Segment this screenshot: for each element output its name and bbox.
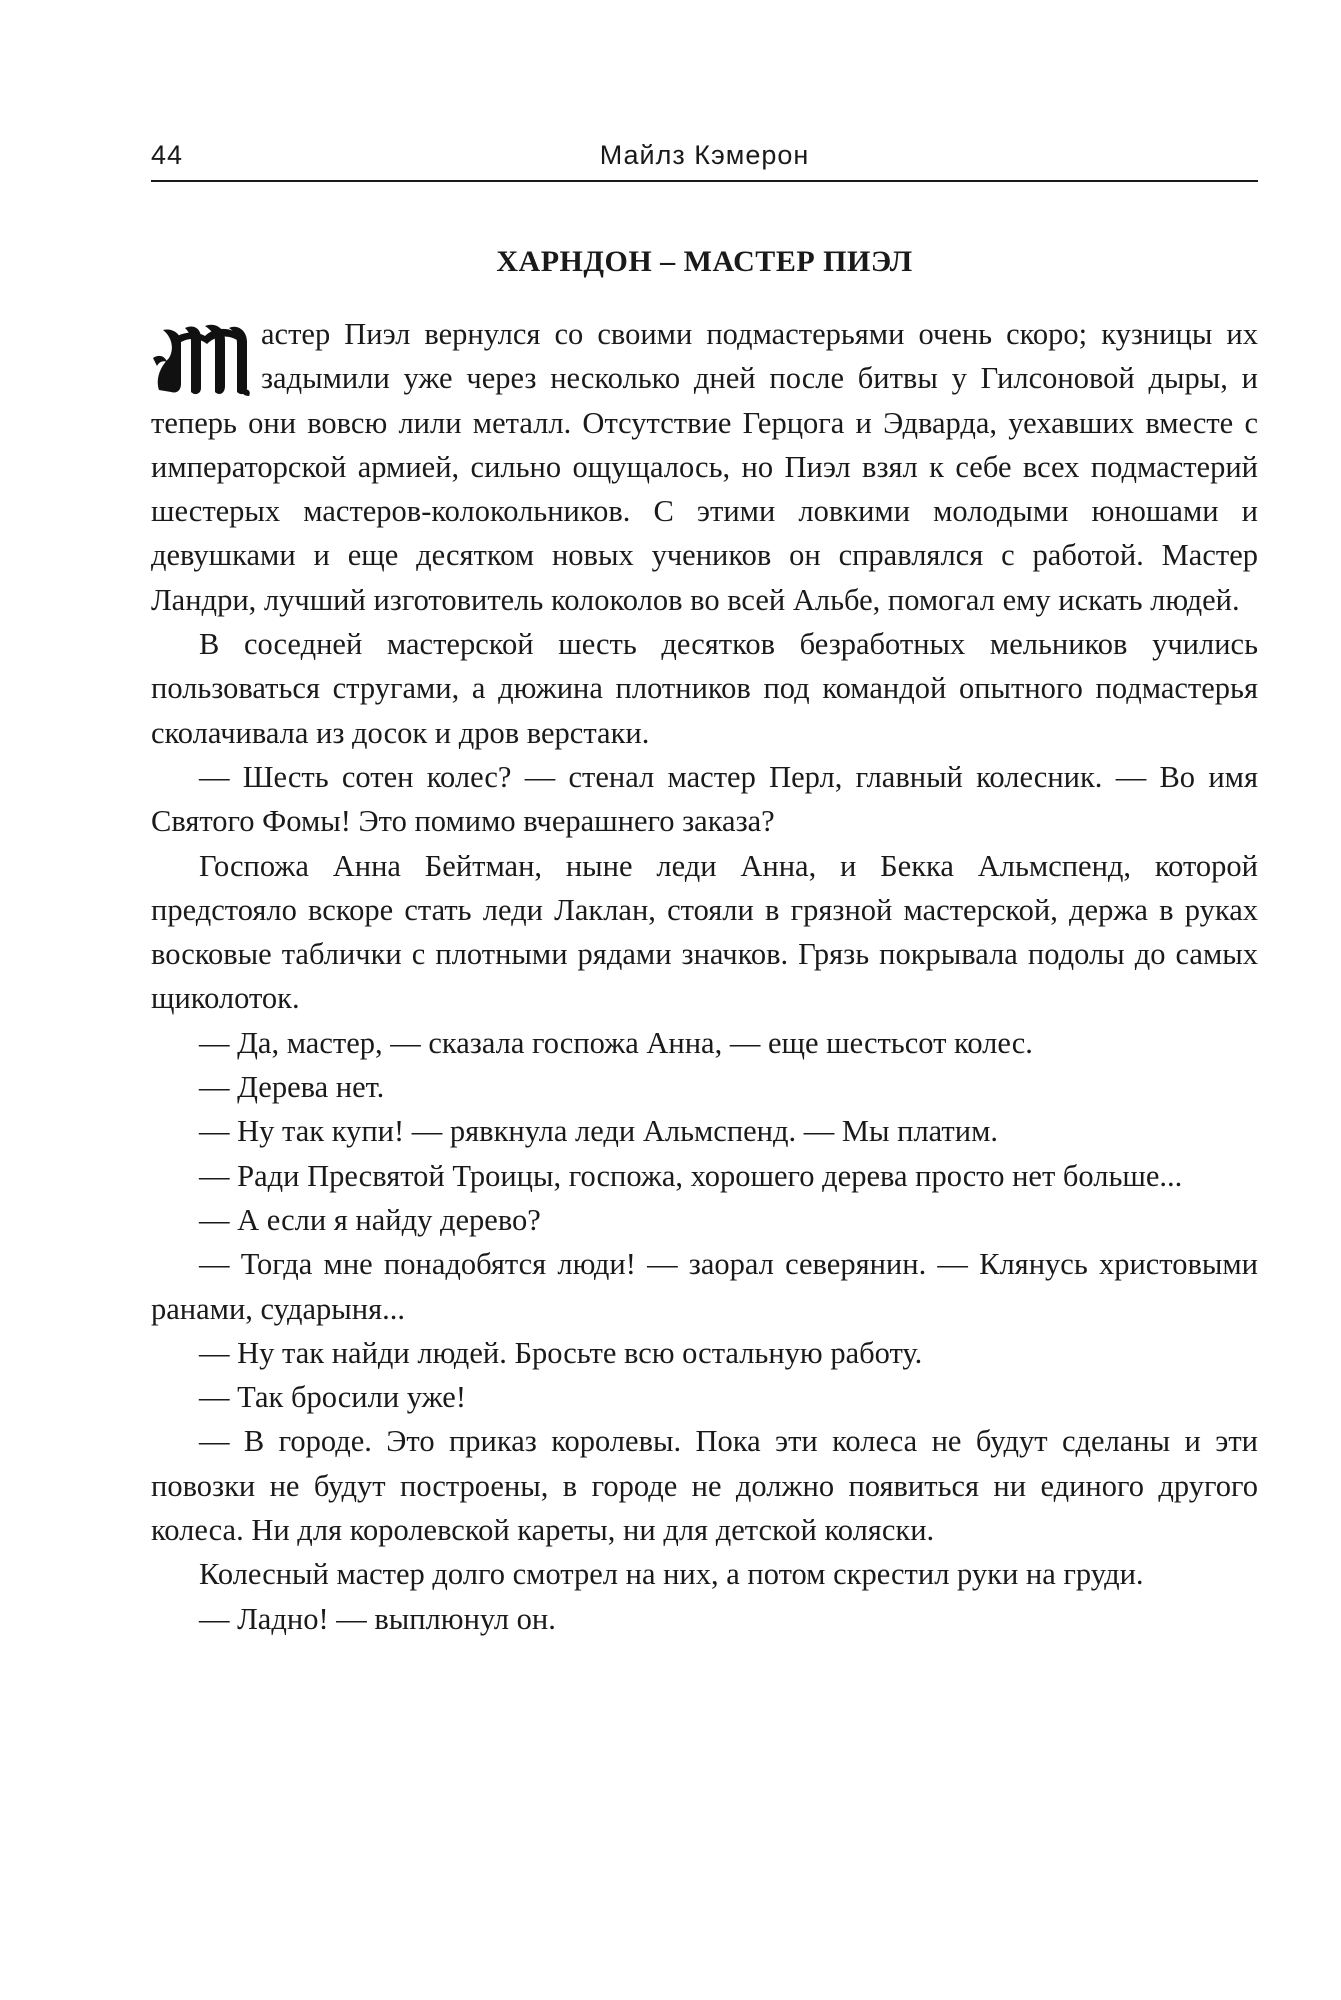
dialogue-line: — Ну так найди людей. Бросьте всю остальную работу. bbox=[199, 1335, 923, 1370]
paragraph: Колесный мастер долго смотрел на них, а потом скрестил руки на груди. bbox=[199, 1557, 1144, 1592]
dialogue-line: — Дерева нет. bbox=[199, 1070, 385, 1105]
dialogue-line: — А если я найду дерево? bbox=[199, 1202, 541, 1237]
body-text bbox=[151, 312, 1258, 1641]
dialogue-line: — Ладно! — выплюнул он. bbox=[199, 1601, 556, 1636]
dialogue-line: — Ну так купи! — рявкнула леди Альмспенд. — Мы платим. bbox=[199, 1114, 999, 1149]
dropcap-ornament-icon bbox=[151, 318, 253, 398]
paragraph: В соседней мастерской шесть десятков безработных мельников учились пользоваться стругами, а дюжина плотников под командой опытного подмастерья сколачивала из досок и дров верстаки. bbox=[151, 627, 1258, 750]
running-title: Майлз Кэмерон bbox=[599, 140, 810, 170]
dialogue-line: — Шесть сотен колес? — стенал мастер Перл, главный колесник. — Во имя Святого Фомы! Это помимо вчерашнего заказа? bbox=[151, 759, 1258, 839]
chapter-title: ХАРНДОН – МАСТЕР ПИЭЛ bbox=[496, 245, 913, 278]
book-page bbox=[151, 0, 1258, 2000]
running-head bbox=[151, 140, 1258, 182]
paragraph: астер Пиэл вернулся со своими подмастерьями очень скоро; кузницы их задымили уже через несколько дней после битвы у Гилсоновой дыры, и теперь они вовсю лили металл. Отсутствие Герцога и Эдварда, уехавших вместе с императорской армией, сильно ощущалось, но Пиэл взял к себе всех подмастерий шестерых мастеров-колокольников. С этими ловкими молодыми юношами и девушками и еще десятком новых учеников он справлялся с работой. Мастер Ландри, лучший изготовитель колоколов во всей Альбе, помогал ему искать людей. bbox=[151, 317, 1258, 617]
paragraph: Госпожа Анна Бейтман, ныне леди Анна, и Бекка Альмспенд, которой предстояло вскоре стать леди Лаклан, стояли в грязной мастерской, держа в руках восковые таблички с плотными рядами значков. Грязь покрывала подолы до самых щиколоток. bbox=[151, 848, 1258, 1016]
dialogue-line: — Ради Пресвятой Троицы, госпожа, хорошего дерева просто нет больше... bbox=[199, 1158, 1183, 1193]
dialogue-line: — Тогда мне понадобятся люди! — заорал северянин. — Клянусь христовыми ранами, сударыня... bbox=[151, 1247, 1258, 1326]
dropcap bbox=[151, 318, 253, 398]
dialogue-line: — В городе. Это приказ королевы. Пока эти колеса не будут сделаны и эти повозки не будут построены, в городе не должно появиться ни единого другого колеса. Ни для королевской кареты, ни для детской коляски. bbox=[151, 1424, 1258, 1548]
dialogue-line: — Да, мастер, — сказала госпожа Анна, — еще шестьсот колес. bbox=[199, 1025, 1033, 1060]
page-number: 44 bbox=[151, 140, 184, 170]
dialogue-line: — Так бросили уже! bbox=[199, 1380, 466, 1415]
